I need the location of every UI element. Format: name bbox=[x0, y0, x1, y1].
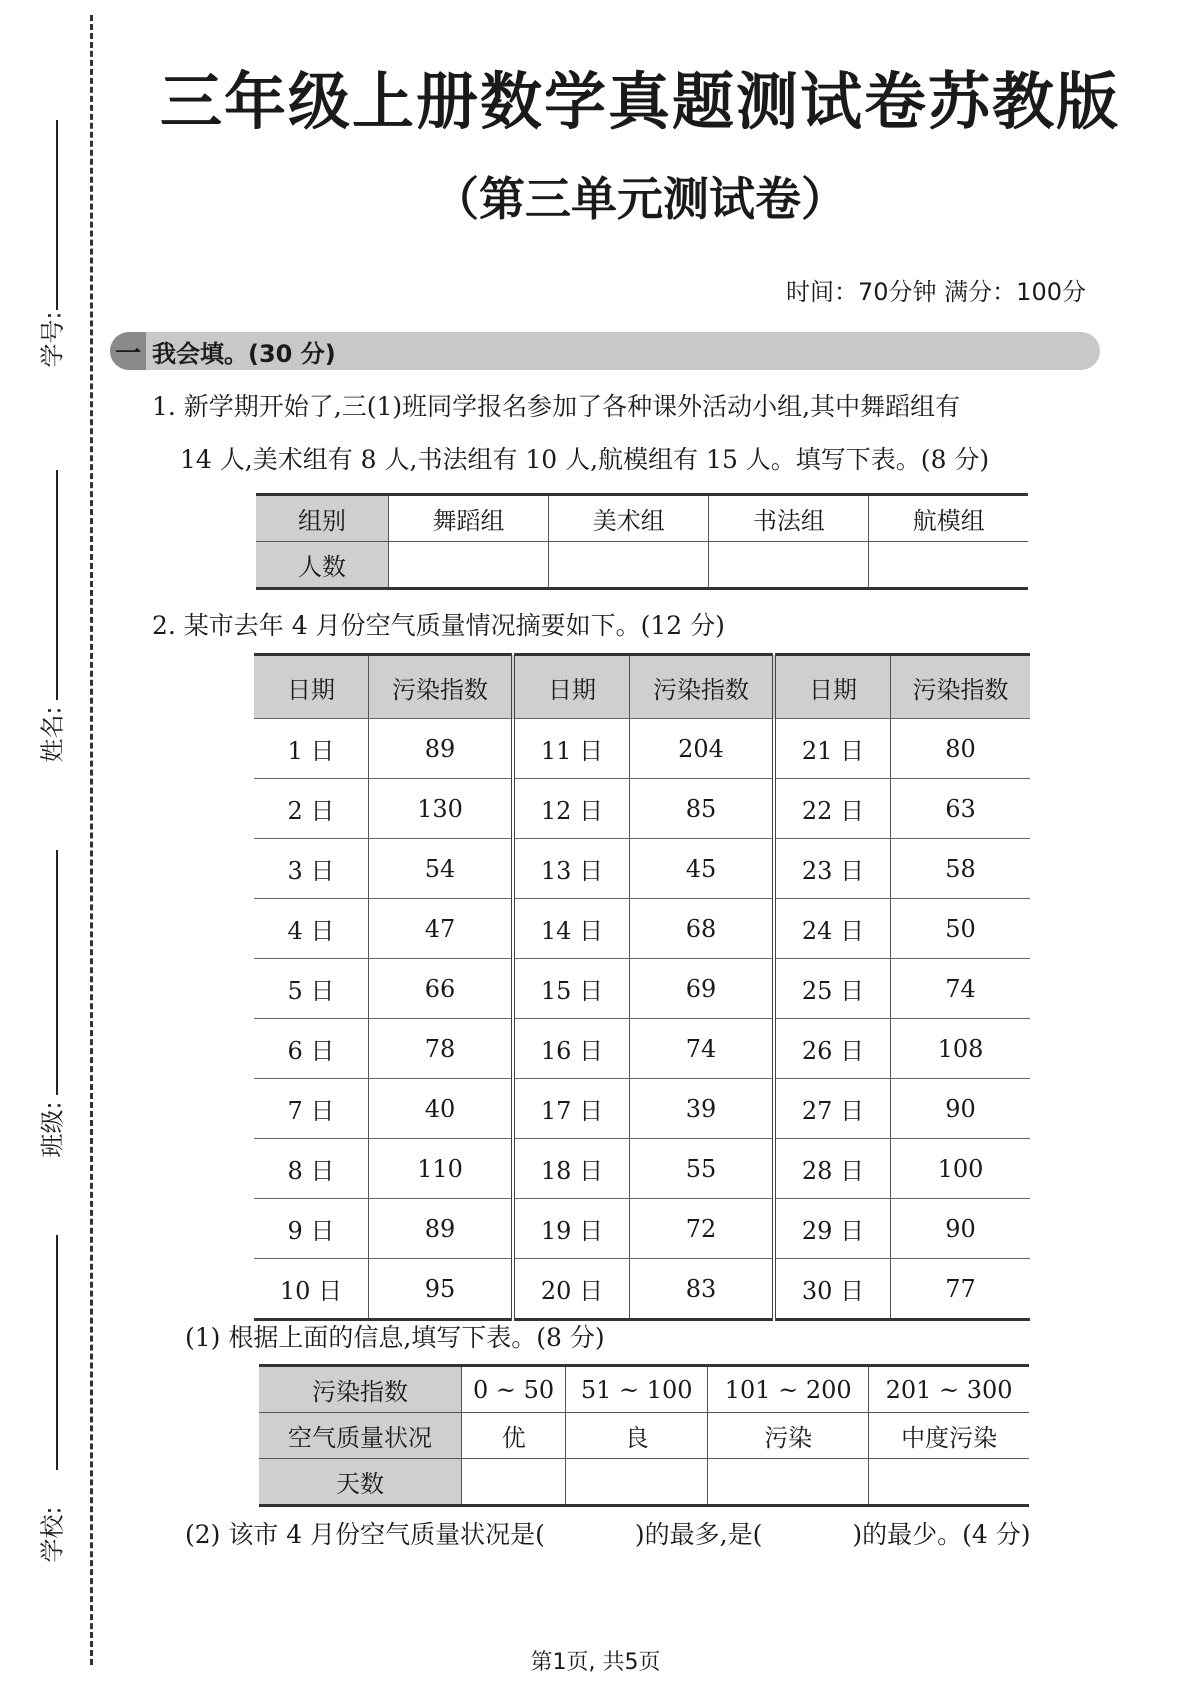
column-dance: 舞蹈组 bbox=[389, 495, 549, 542]
range-cell: 201 ~ 300 bbox=[869, 1366, 1029, 1413]
column-art: 美术组 bbox=[549, 495, 709, 542]
date-cell: 22 日 bbox=[774, 779, 891, 839]
table-row bbox=[254, 719, 1030, 779]
sub-question-1-text: (1) 根据上面的信息,填写下表。(8 分) bbox=[185, 1323, 605, 1352]
date-cell: 1 日 bbox=[254, 719, 369, 779]
index-cell: 110 bbox=[369, 1139, 514, 1199]
range-cell: 0 ~ 50 bbox=[462, 1366, 566, 1413]
index-cell: 77 bbox=[891, 1259, 1031, 1320]
student-id-line[interactable] bbox=[56, 120, 58, 310]
index-cell: 74 bbox=[630, 1019, 775, 1079]
sub-question-2-part-2: )的最多,是( bbox=[634, 1520, 763, 1549]
table-row bbox=[254, 1259, 1030, 1320]
date-cell: 18 日 bbox=[513, 1139, 630, 1199]
page-number: 第1页, 共5页 bbox=[530, 1650, 661, 1675]
table-row bbox=[254, 1079, 1030, 1139]
date-cell: 19 日 bbox=[513, 1199, 630, 1259]
column-model: 航模组 bbox=[869, 495, 1028, 542]
answer-cell-calligraphy[interactable] bbox=[709, 542, 869, 589]
answer-cell-art[interactable] bbox=[549, 542, 709, 589]
quality-cell: 污染 bbox=[708, 1413, 869, 1459]
header-index: 污染指数 bbox=[369, 655, 514, 719]
group-count-table bbox=[256, 493, 1028, 590]
index-cell: 68 bbox=[630, 899, 775, 959]
table-header-row bbox=[254, 655, 1030, 719]
air-quality-table bbox=[254, 653, 1030, 1321]
index-cell: 90 bbox=[891, 1199, 1031, 1259]
question-1-line-2: 14 人,美术组有 8 人,书法组有 10 人,航模组有 15 人。填写下表。(8 分) bbox=[180, 445, 990, 474]
name-label: 姓名: bbox=[38, 706, 67, 763]
index-cell: 89 bbox=[369, 1199, 514, 1259]
index-cell: 80 bbox=[891, 719, 1031, 779]
index-cell: 66 bbox=[369, 959, 514, 1019]
date-cell: 26 日 bbox=[774, 1019, 891, 1079]
date-cell: 23 日 bbox=[774, 839, 891, 899]
section-header bbox=[110, 332, 1100, 370]
index-cell: 45 bbox=[630, 839, 775, 899]
index-cell: 204 bbox=[630, 719, 775, 779]
days-answer-cell[interactable] bbox=[462, 1459, 566, 1506]
index-cell: 69 bbox=[630, 959, 775, 1019]
date-cell: 5 日 bbox=[254, 959, 369, 1019]
date-cell: 30 日 bbox=[774, 1259, 891, 1320]
date-cell: 7 日 bbox=[254, 1079, 369, 1139]
index-cell: 39 bbox=[630, 1079, 775, 1139]
date-cell: 6 日 bbox=[254, 1019, 369, 1079]
quality-cell: 优 bbox=[462, 1413, 566, 1459]
header-index: 污染指数 bbox=[630, 655, 775, 719]
school-line[interactable] bbox=[56, 1235, 58, 1470]
class-line[interactable] bbox=[56, 850, 58, 1095]
days-answer-cell[interactable] bbox=[708, 1459, 869, 1506]
days-answer-cell[interactable] bbox=[869, 1459, 1029, 1506]
index-cell: 55 bbox=[630, 1139, 775, 1199]
name-line[interactable] bbox=[56, 470, 58, 700]
date-cell: 27 日 bbox=[774, 1079, 891, 1139]
sub-question-2-part-3: )的最少。(4 分) bbox=[852, 1520, 1031, 1549]
date-cell: 12 日 bbox=[513, 779, 630, 839]
table-row bbox=[254, 1199, 1030, 1259]
date-cell: 10 日 bbox=[254, 1259, 369, 1320]
range-cell: 51 ~ 100 bbox=[566, 1366, 708, 1413]
index-cell: 63 bbox=[891, 779, 1031, 839]
index-cell: 54 bbox=[369, 839, 514, 899]
cut-line bbox=[90, 15, 93, 1665]
page-subtitle: （第三单元测试卷） bbox=[433, 172, 847, 226]
row-header-quality: 空气质量状况 bbox=[259, 1413, 462, 1459]
index-cell: 90 bbox=[891, 1079, 1031, 1139]
index-cell: 108 bbox=[891, 1019, 1031, 1079]
date-cell: 3 日 bbox=[254, 839, 369, 899]
date-cell: 16 日 bbox=[513, 1019, 630, 1079]
question-2-text: 2. 某市去年 4 月份空气质量情况摘要如下。(12 分) bbox=[152, 611, 725, 640]
header-date: 日期 bbox=[774, 655, 891, 719]
page-title: 三年级上册数学真题测试卷苏教版 bbox=[159, 65, 1120, 138]
exam-meta: 时间：70分钟 满分：100分 bbox=[786, 278, 1086, 306]
index-cell: 85 bbox=[630, 779, 775, 839]
table-row bbox=[254, 1019, 1030, 1079]
date-cell: 14 日 bbox=[513, 899, 630, 959]
index-cell: 89 bbox=[369, 719, 514, 779]
answer-cell-dance[interactable] bbox=[389, 542, 549, 589]
table-row bbox=[254, 899, 1030, 959]
index-cell: 83 bbox=[630, 1259, 775, 1320]
date-cell: 28 日 bbox=[774, 1139, 891, 1199]
table-row bbox=[254, 1139, 1030, 1199]
index-cell: 74 bbox=[891, 959, 1031, 1019]
date-cell: 8 日 bbox=[254, 1139, 369, 1199]
question-1-line-1: 1. 新学期开始了,三(1)班同学报名参加了各种课外活动小组,其中舞蹈组有 bbox=[152, 392, 961, 421]
date-cell: 29 日 bbox=[774, 1199, 891, 1259]
row-header-group: 组别 bbox=[256, 495, 389, 542]
date-cell: 21 日 bbox=[774, 719, 891, 779]
sub-question-2 bbox=[185, 1515, 1031, 1551]
date-cell: 9 日 bbox=[254, 1199, 369, 1259]
quality-cell: 良 bbox=[566, 1413, 708, 1459]
row-header-days: 天数 bbox=[259, 1459, 462, 1506]
section-number: 一 bbox=[110, 332, 146, 370]
quality-days-table bbox=[259, 1364, 1029, 1507]
student-id-label: 学号: bbox=[38, 311, 67, 368]
date-cell: 20 日 bbox=[513, 1259, 630, 1320]
index-cell: 50 bbox=[891, 899, 1031, 959]
column-calligraphy: 书法组 bbox=[709, 495, 869, 542]
date-cell: 25 日 bbox=[774, 959, 891, 1019]
date-cell: 15 日 bbox=[513, 959, 630, 1019]
header-date: 日期 bbox=[254, 655, 369, 719]
row-header-index: 污染指数 bbox=[259, 1366, 462, 1413]
days-answer-cell[interactable] bbox=[566, 1459, 708, 1506]
index-cell: 47 bbox=[369, 899, 514, 959]
section-title: 我会填。(30 分) bbox=[152, 339, 336, 368]
table-row bbox=[254, 959, 1030, 1019]
quality-cell: 中度污染 bbox=[869, 1413, 1029, 1459]
table-row bbox=[254, 779, 1030, 839]
class-label: 班级: bbox=[38, 1101, 67, 1158]
index-cell: 40 bbox=[369, 1079, 514, 1139]
index-cell: 78 bbox=[369, 1019, 514, 1079]
index-cell: 58 bbox=[891, 839, 1031, 899]
school-label: 学校: bbox=[38, 1506, 67, 1563]
table-row bbox=[254, 839, 1030, 899]
sub-question-2-part-1: (2) 该市 4 月份空气质量状况是( bbox=[185, 1520, 545, 1549]
header-date: 日期 bbox=[513, 655, 630, 719]
date-cell: 4 日 bbox=[254, 899, 369, 959]
range-cell: 101 ~ 200 bbox=[708, 1366, 869, 1413]
answer-cell-model[interactable] bbox=[869, 542, 1028, 589]
index-cell: 100 bbox=[891, 1139, 1031, 1199]
date-cell: 11 日 bbox=[513, 719, 630, 779]
date-cell: 24 日 bbox=[774, 899, 891, 959]
index-cell: 130 bbox=[369, 779, 514, 839]
header-index: 污染指数 bbox=[891, 655, 1031, 719]
row-header-count: 人数 bbox=[256, 542, 389, 589]
date-cell: 13 日 bbox=[513, 839, 630, 899]
date-cell: 2 日 bbox=[254, 779, 369, 839]
index-cell: 95 bbox=[369, 1259, 514, 1320]
index-cell: 72 bbox=[630, 1199, 775, 1259]
date-cell: 17 日 bbox=[513, 1079, 630, 1139]
